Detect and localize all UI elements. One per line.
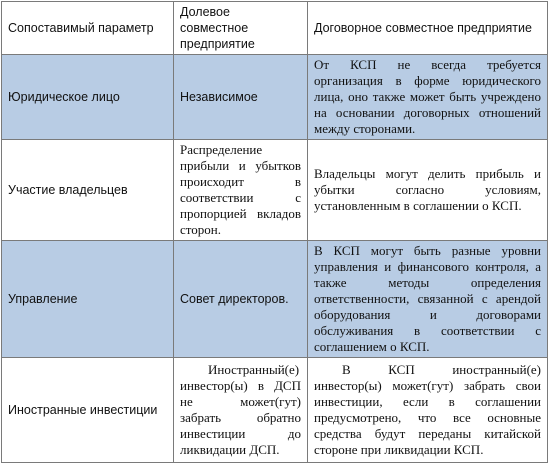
row-contractual-cell: От КСП не всегда требуется организация в форме юридического лица, оно также может быть учреждено на основании договорных отношений между сторонами. [308, 55, 548, 140]
table-row [2, 55, 548, 140]
row-parameter: Юридическое лицо [2, 55, 174, 140]
row-equity-cell: Распределение прибыли и убытков происходит в соответствии с пропорцией вкладов сторон. [174, 140, 308, 241]
row-parameter: Участие владельцев [2, 140, 174, 241]
row-parameter: Управление [2, 241, 174, 358]
table-row [2, 358, 548, 463]
table-row [2, 241, 548, 358]
row-equity-cell: Совет директоров. [174, 241, 308, 358]
row-contractual-cell: В КСП могут быть разные уровни управления и финансового контроля, а также методы определения ответственности, связанной с арендой оборудования и договорами обслуживания в соответствии с соглашением о КСП. [308, 241, 548, 358]
row-parameter: Иностранные инвестиции [2, 358, 174, 463]
row-equity-cell: Иностранный(е) инвестор(ы) в ДСП не может(гут) забрать обратно инвестиции до ликвидации ДСП. [174, 358, 308, 463]
row-contractual-cell: В КСП иностранный(е) инвестор(ы) может(гут) забрать свои инвестиции, если в соглашении предусмотрено, что все основные средства будут переданы китайской стороне при ликвидации КСП. [308, 358, 548, 463]
header-contractual-jv: Договорное совместное предприятие [308, 2, 548, 55]
row-contractual-cell: Владельцы могут делить прибыль и убытки согласно условиям, установленным в соглашении о КСП. [308, 140, 548, 241]
header-row [2, 2, 548, 55]
header-parameter: Сопоставимый параметр [2, 2, 174, 55]
table-row [2, 140, 548, 241]
comparison-table [1, 1, 548, 463]
row-equity-cell: Независимое [174, 55, 308, 140]
header-equity-jv: Долевое совместное предприятие [174, 2, 308, 55]
